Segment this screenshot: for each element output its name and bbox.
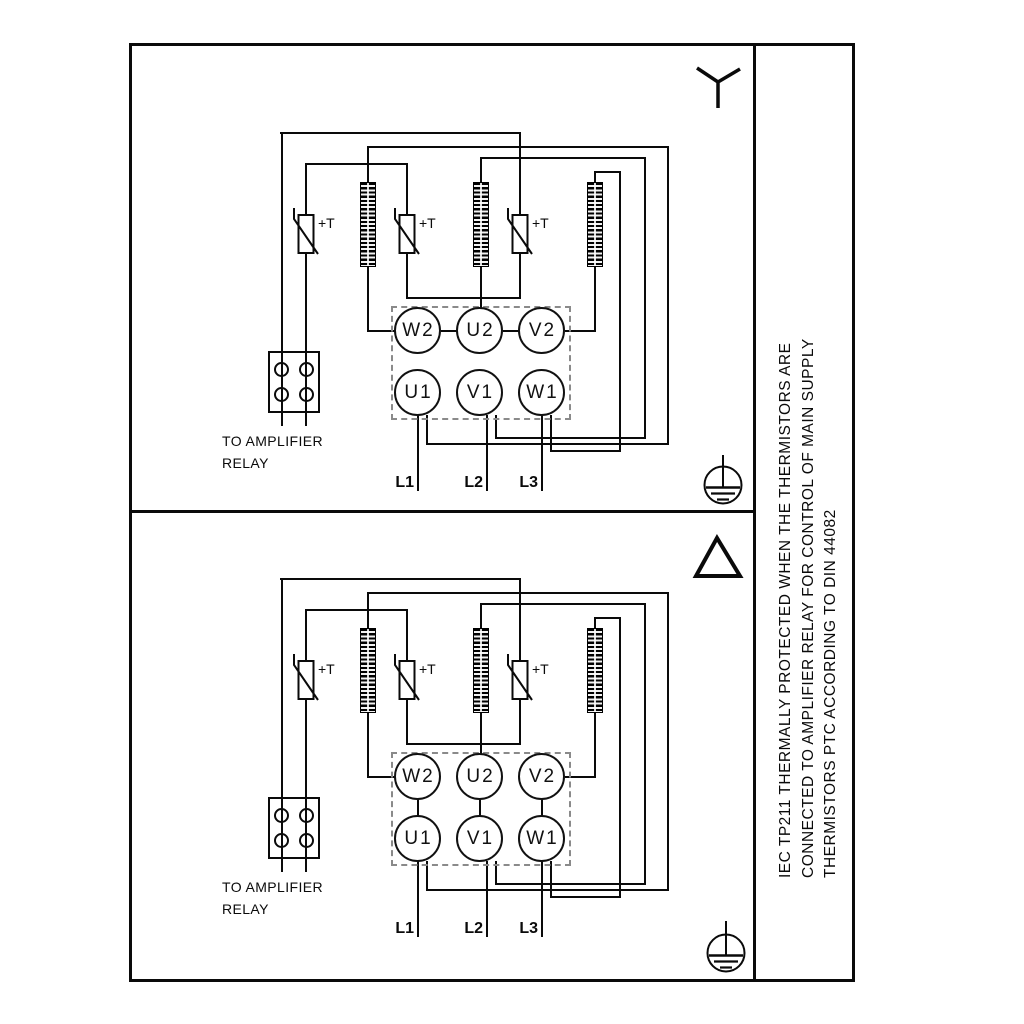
wire bbox=[644, 157, 647, 440]
relay-terminal bbox=[274, 833, 289, 848]
star-connection-icon bbox=[690, 60, 746, 114]
relay-terminal bbox=[274, 362, 289, 377]
terminal-v1: V1 bbox=[456, 369, 503, 416]
thermistor-icon bbox=[390, 650, 424, 708]
wire bbox=[594, 171, 622, 174]
wire bbox=[550, 861, 553, 899]
wire bbox=[594, 617, 622, 620]
relay-terminal-block bbox=[268, 797, 320, 859]
terminal-v1: V1 bbox=[456, 815, 503, 862]
wire bbox=[667, 146, 670, 446]
relay-terminal bbox=[274, 808, 289, 823]
thermistor-label: +T bbox=[419, 661, 436, 677]
thermistor-icon bbox=[390, 204, 424, 262]
wire bbox=[367, 266, 370, 333]
wire bbox=[480, 157, 483, 184]
thermistor-icon bbox=[289, 650, 323, 708]
wire bbox=[619, 617, 622, 899]
relay-note-line: RELAY bbox=[222, 901, 269, 917]
wire bbox=[480, 266, 483, 310]
side-note-line-1: IEC TP211 THERMALLY PROTECTED WHEN THE THERMISTORS ARE bbox=[777, 342, 794, 878]
relay-note-line: TO AMPLIFIER bbox=[222, 433, 324, 449]
winding-coil bbox=[473, 628, 489, 713]
relay-note-line: RELAY bbox=[222, 455, 269, 471]
relay-terminal-block bbox=[268, 351, 320, 413]
wire bbox=[480, 603, 647, 606]
wire bbox=[426, 443, 670, 446]
wire bbox=[495, 883, 647, 886]
wire bbox=[644, 603, 647, 886]
mains-label-l2: L2 bbox=[464, 474, 483, 491]
wire bbox=[619, 171, 622, 453]
terminal-u2: U2 bbox=[456, 753, 503, 800]
relay-terminal bbox=[299, 808, 314, 823]
wire bbox=[550, 415, 553, 453]
wire bbox=[480, 603, 483, 630]
wire bbox=[406, 297, 522, 300]
wire bbox=[367, 712, 370, 779]
thermistor-label: +T bbox=[419, 215, 436, 231]
relay-terminal bbox=[299, 387, 314, 402]
winding-coil bbox=[587, 182, 603, 267]
wire bbox=[417, 861, 420, 938]
wire bbox=[480, 157, 647, 160]
wire bbox=[541, 415, 544, 492]
terminal-w2: W2 bbox=[394, 753, 441, 800]
thermistor-icon bbox=[289, 204, 323, 262]
wire bbox=[426, 889, 670, 892]
wire bbox=[406, 743, 522, 746]
wire bbox=[417, 415, 420, 492]
wire bbox=[495, 437, 647, 440]
wire bbox=[305, 609, 409, 612]
terminal-v2: V2 bbox=[518, 307, 565, 354]
thermistor-icon bbox=[503, 650, 537, 708]
terminal-u2: U2 bbox=[456, 307, 503, 354]
thermistor-icon bbox=[503, 204, 537, 262]
wire bbox=[480, 712, 483, 756]
wire bbox=[486, 861, 489, 938]
relay-note-line: TO AMPLIFIER bbox=[222, 879, 324, 895]
terminal-u1: U1 bbox=[394, 369, 441, 416]
mains-label-l1: L1 bbox=[395, 920, 414, 937]
protective-earth-icon bbox=[703, 918, 751, 974]
thermistor-label: +T bbox=[532, 215, 549, 231]
wire bbox=[486, 415, 489, 492]
wire bbox=[594, 712, 597, 779]
mains-label-l3: L3 bbox=[519, 920, 538, 937]
mains-label-l2: L2 bbox=[464, 920, 483, 937]
wire bbox=[305, 163, 409, 166]
winding-coil bbox=[360, 628, 376, 713]
wire bbox=[594, 266, 597, 333]
side-note-line-3: THERMISTORS PTC ACCORDING TO DIN 44082 bbox=[822, 509, 839, 878]
terminal-w1: W1 bbox=[518, 815, 565, 862]
terminal-u1: U1 bbox=[394, 815, 441, 862]
wire bbox=[367, 592, 370, 630]
relay-terminal bbox=[299, 833, 314, 848]
thermistor-label: +T bbox=[318, 661, 335, 677]
winding-coil bbox=[360, 182, 376, 267]
thermistor-label: +T bbox=[532, 661, 549, 677]
thermistor-label: +T bbox=[318, 215, 335, 231]
winding-coil bbox=[473, 182, 489, 267]
terminal-v2: V2 bbox=[518, 753, 565, 800]
side-note-line-2: CONNECTED TO AMPLIFIER RELAY FOR CONTROL OF MAIN SUPPLY bbox=[800, 338, 817, 878]
terminal-w1: W1 bbox=[518, 369, 565, 416]
relay-terminal bbox=[274, 387, 289, 402]
panel-divider bbox=[129, 510, 756, 513]
mains-label-l1: L1 bbox=[395, 474, 414, 491]
wire bbox=[367, 146, 370, 184]
mains-label-l3: L3 bbox=[519, 474, 538, 491]
wire bbox=[280, 132, 522, 135]
wire bbox=[280, 578, 522, 581]
wire bbox=[667, 592, 670, 892]
delta-connection-icon bbox=[692, 534, 744, 580]
wire bbox=[541, 861, 544, 938]
relay-terminal bbox=[299, 362, 314, 377]
wire bbox=[550, 896, 622, 899]
protective-earth-icon bbox=[700, 450, 748, 506]
terminal-w2: W2 bbox=[394, 307, 441, 354]
winding-coil bbox=[587, 628, 603, 713]
wire bbox=[550, 450, 622, 453]
